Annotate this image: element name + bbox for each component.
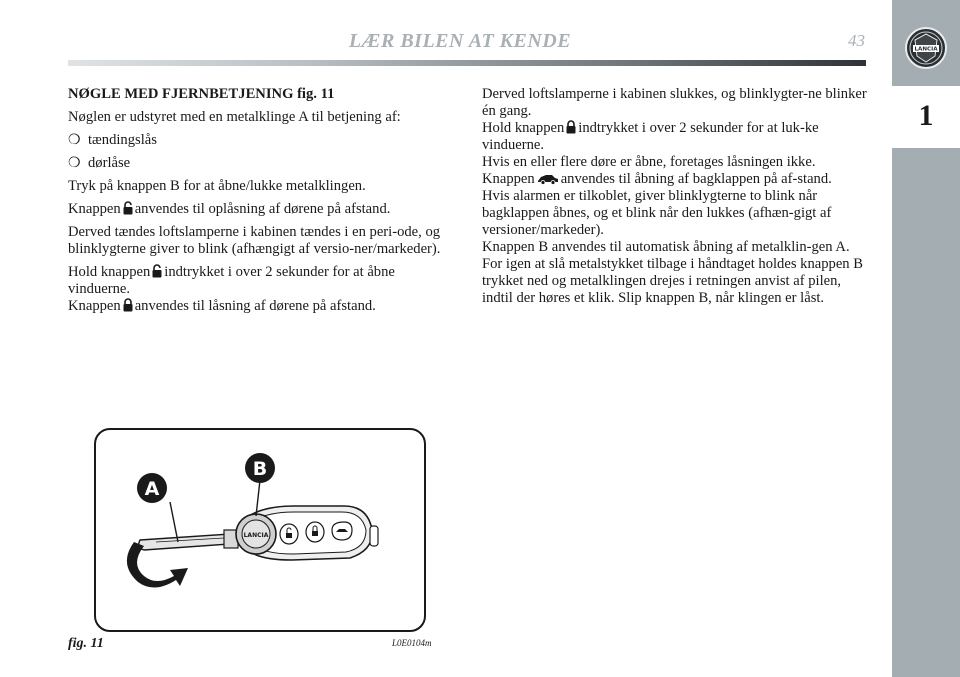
list-item-text: tændingslås	[88, 132, 157, 148]
chapter-number: 1	[918, 99, 934, 132]
list-item-text: dørlåse	[88, 155, 131, 171]
label-a: A	[144, 478, 160, 500]
paragraph: Derved tændes loftslamperne i kabinen tændes i en peri-ode, og blinklygterne giver to blink (afhængigt af versio-ner/markeder).	[68, 224, 441, 257]
paragraph: For igen at slå metalstykket tilbage i håndtaget holdes knappen B trykket ned og metalklingen drejes i retningen anvist af pilen, indtil der høres et klik. Slip knappen B, når klingen er låst.	[482, 256, 863, 306]
paragraph: Hvis en eller flere døre er åbne, foretages låsningen ikke.	[482, 154, 816, 170]
unlock-icon	[152, 264, 162, 278]
paragraph: Hold knappen indtrykket i over 2 sekunder for at åbne vinduerne.	[68, 264, 395, 297]
lock-icon	[123, 298, 133, 312]
figure-caption: fig. 11	[68, 636, 104, 651]
section-title: NØGLE MED FJERNBETJENING fig. 11	[68, 86, 335, 102]
label-b: B	[252, 458, 268, 480]
lock-icon	[566, 120, 576, 134]
bullet-icon: ❍	[68, 156, 81, 171]
left-column	[68, 86, 453, 315]
list-item	[68, 132, 453, 149]
paragraph: Knappen anvendes til åbning af bagklappen på af-stand.	[482, 171, 832, 187]
paragraph: Hvis alarmen er tilkoblet, giver blinklygterne to blink når bagklappen åbnes, og et blink når den lukkes (afhæn-gigt af versioner/markeder).	[482, 188, 832, 238]
bullet-icon: ❍	[68, 133, 81, 148]
logo-lettering: LANCIA	[914, 46, 938, 53]
figure-code: L0E0104m	[392, 638, 432, 648]
figure-11	[94, 428, 426, 632]
paragraph: Knappen B anvendes til automatisk åbning af metalklin-gen A.	[482, 239, 850, 255]
key-illustration	[96, 430, 424, 630]
paragraph: Knappen anvendes til låsning af dørene på afstand.	[68, 298, 376, 314]
paragraph: Tryk på knappen B for at åbne/lukke metalklingen.	[68, 178, 366, 194]
right-column	[482, 86, 868, 307]
key-logo-lettering: LANCIA	[243, 532, 269, 539]
paragraph: Derved loftslamperne i kabinen slukkes, og blinklygter-ne blinker én gang.	[482, 86, 867, 119]
paragraph: Hold knappen indtrykket i over 2 sekunder for at luk-ke vinduerne.	[482, 120, 819, 153]
list-item	[68, 155, 453, 172]
header-rule	[68, 60, 866, 66]
running-header: LÆR BILEN AT KENDE	[348, 30, 572, 52]
page-number: 43	[848, 31, 865, 50]
lancia-logo-icon	[904, 26, 948, 70]
paragraph: Knappen anvendes til oplåsning af dørene på afstand.	[68, 201, 391, 217]
unlock-icon	[123, 201, 133, 215]
paragraph: Nøglen er udstyret med en metalklinge A til betjening af:	[68, 109, 401, 125]
car-tailgate-icon	[537, 173, 559, 185]
